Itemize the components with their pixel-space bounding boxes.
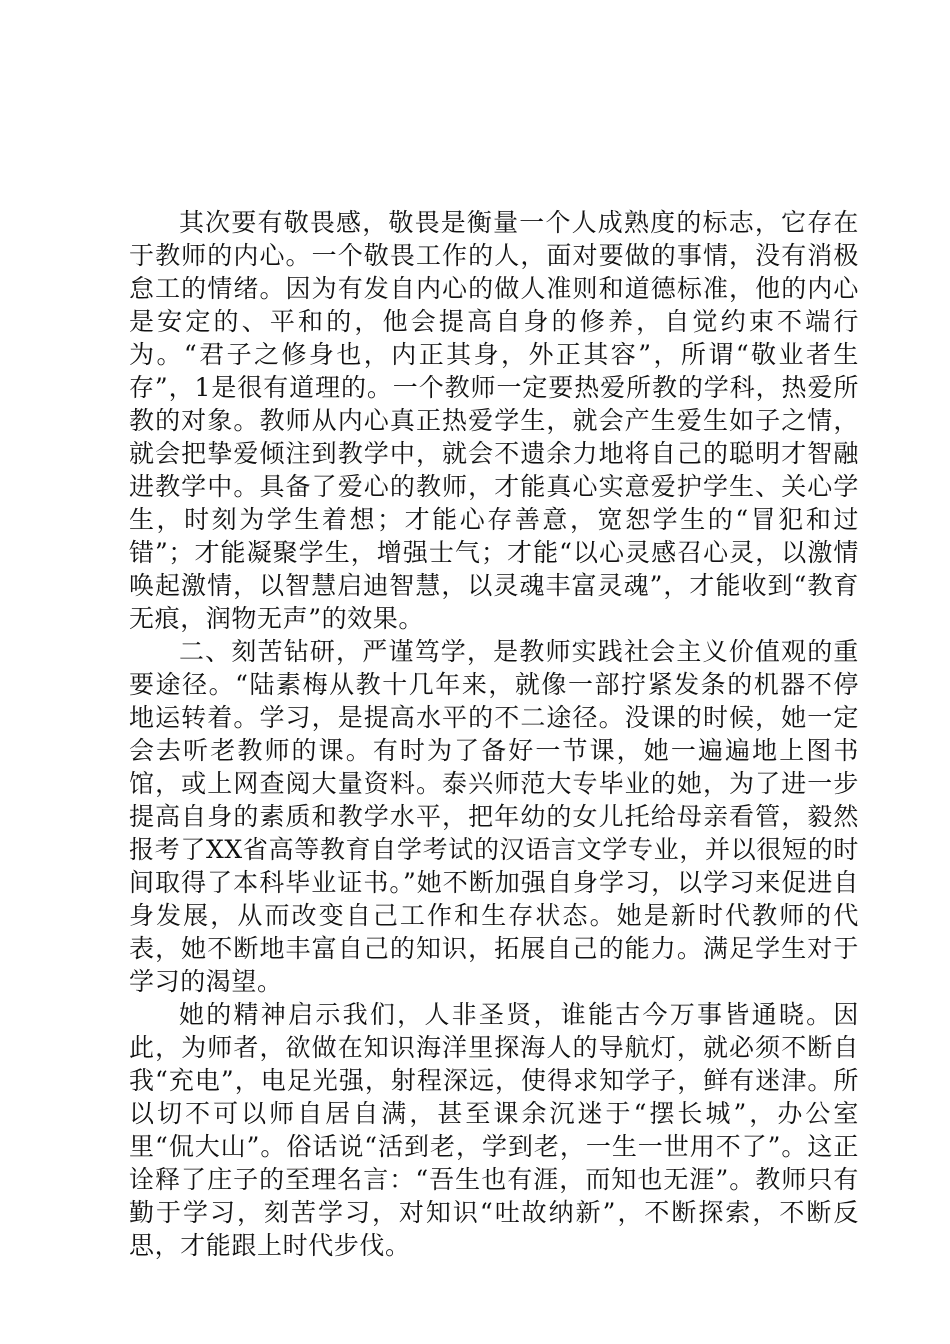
document-body [129,206,859,1262]
paragraph-awe: 其次要有敬畏感，敬畏是衡量一个人成熟度的标志，它存在于教师的内心。一个敬畏工作的人，面对要做的事情，没有消极怠工的情绪。因为有发自内心的做人准则和道德标准，他的内心是安定的、平和的，他会提高自身的修养，自觉约束不端行为。“君子之修身也，内正其身，外正其容”，所谓“敬业者生存”，1是很有道理的。一个教师一定要热爱所教的学科，热爱所教的对象。教师从内心真正热爱学生，就会产生爱生如子之情，就会把挚爱倾注到教学中，就会不遗余力地将自己的聪明才智融进教学中。具备了爱心的教师，才能真心实意爱护学生、关心学生，时刻为学生着想；才能心存善意，宽恕学生的“冒犯和过错”；才能凝聚学生，增强士气；才能“以心灵感召心灵，以激情唤起激情，以智慧启迪智慧，以灵魂丰富灵魂”，才能收到“教育无痕，润物无声”的效果。 [129,208,859,633]
paragraph-inspiration: 她的精神启示我们，人非圣贤，谁能古今万事皆通晓。因此，为师者，欲做在知识海洋里探海人的导航灯，就必须不断自我“充电”，电足光强，射程深远，使得求知学子，鲜有迷津。所以切不可以师自居自满，甚至课余沉迷于“摆长城”，办公室里“侃大山”。俗话说“活到老，学到老，一生一世用不了”。这正诠释了庄子的至理名言：“吾生也有涯，而知也无涯”。教师只有勤于学习，刻苦学习，对知识“吐故纳新”，不断探索，不断反思，才能跟上时代步伐。 [129,1000,859,1260]
paragraph-study: 二、刻苦钻研，严谨笃学，是教师实践社会主义价值观的重要途径。“陆素梅从教十几年来，就像一部拧紧发条的机器不停地运转着。学习，是提高水平的不二途径。没课的时候，她一定会去听老教师的课。有时为了备好一节课，她一遍遍地上图书馆，或上网查阅大量资料。泰兴师范大专毕业的她，为了进一步提高自身的素质和教学水平，把年幼的女儿托给母亲看管，毅然报考了XX省高等教育自学考试的汉语言文学专业，并以很短的时间取得了本科毕业证书。”她不断加强自身学习，以学习来促进自身发展，从而改变自己工作和生存状态。她是新时代教师的代表，她不断地丰富自己的知识，拓展自己的能力。满足学生对于学习的渴望。 [129,637,859,996]
